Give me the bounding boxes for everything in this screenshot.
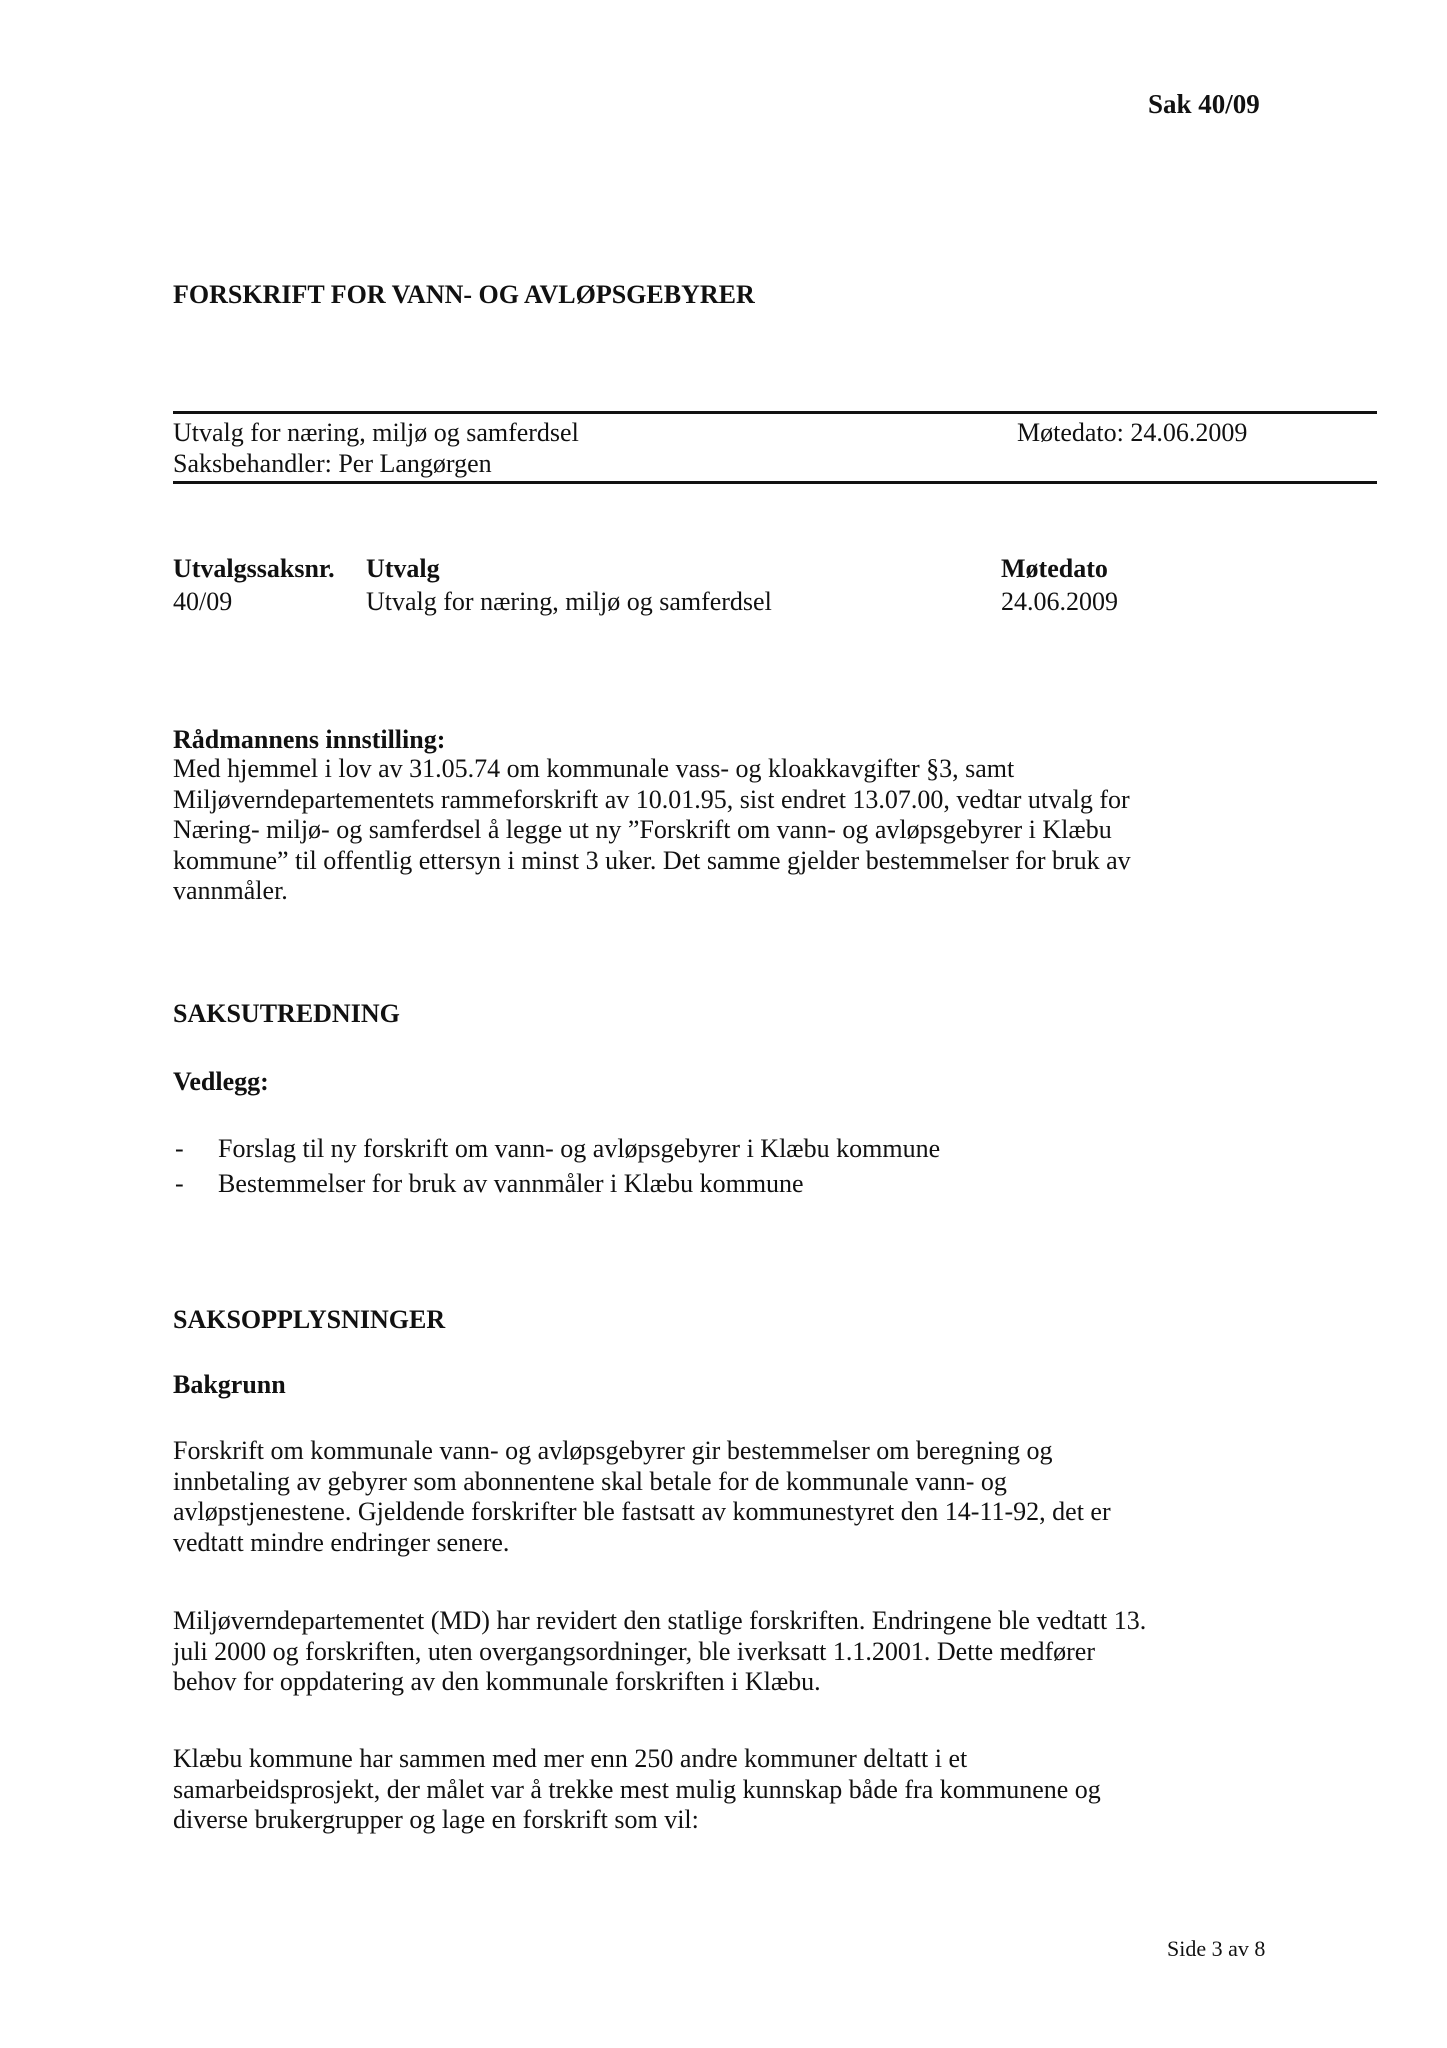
bottom-rule [173, 481, 1377, 484]
background-subheading: Bakgrunn [173, 1370, 286, 1399]
page-number: Side 3 av 8 [1167, 1936, 1266, 1961]
text-line: innbetaling av gebyrer som abonnentene skal betale for de kommunale vann- og [173, 1466, 1007, 1496]
background-paragraph-3 [173, 1744, 1303, 1836]
text-line: Næring- miljø- og samferdsel å legge ut ny ”Forskrift om vann- og avløpsgebyrer i Klæbu [173, 815, 1112, 844]
attachment-link[interactable]: Bestemmelser for bruk av vannmåler i Klæbu kommune [218, 1169, 804, 1198]
text-line: vannmåler. [173, 876, 288, 905]
text-line: behov for oppdatering av den kommunale forskriften i Klæbu. [173, 1667, 821, 1696]
text-line: Klæbu kommune har sammen med mer enn 250 andre kommuner deltatt i et [173, 1744, 968, 1773]
text-line: Med hjemmel i lov av 31.05.74 om kommunale vass- og kloakkavgifter §3, samt [173, 754, 1015, 783]
committee-name: Utvalg for næring, miljø og samferdsel [173, 418, 579, 447]
background-paragraph-2 [173, 1606, 1303, 1698]
saksopplysninger-heading: SAKSOPPLYSNINGER [173, 1305, 446, 1334]
case-reference: Sak 40/09 [1148, 89, 1260, 119]
text-line: vedtatt mindre endringer senere. [173, 1527, 510, 1557]
recommendation-heading: Rådmannens innstilling: [173, 725, 446, 754]
header-committee: Utvalg [366, 554, 440, 583]
text-line: kommune” til offentlig ettersyn i minst 3 uker. Det samme gjelder bestemmelser for bruk av [173, 845, 1131, 875]
header-case-number: Utvalgssaksnr. [173, 554, 335, 583]
bullet-dash: - [175, 1169, 184, 1198]
cell-meeting-date: 24.06.2009 [1001, 587, 1118, 616]
document-title: FORSKRIFT FOR VANN- OG AVLØPSGEBYRER [173, 280, 755, 309]
text-line: samarbeidsprosjekt, der målet var å trekke mest mulig kunnskap både fra kommunene og [173, 1774, 1101, 1804]
cell-committee: Utvalg for næring, miljø og samferdsel [366, 587, 772, 616]
bullet-dash: - [175, 1134, 184, 1163]
top-rule [173, 411, 1377, 414]
attachments-heading: Vedlegg: [173, 1067, 269, 1096]
text-line: juli 2000 og forskriften, uten overgangsordninger, ble iverksatt 1.1.2001. Dette medfører [173, 1636, 1095, 1666]
case-officer: Saksbehandler: Per Langørgen [173, 449, 492, 478]
text-line: Miljøverndepartementet (MD) har revidert den statlige forskriften. Endringene ble vedtatt 13. [173, 1606, 1147, 1635]
meeting-date: Møtedato: 24.06.2009 [1017, 418, 1248, 447]
text-line: avløpstjenestene. Gjeldende forskrifter ble fastsatt av kommunestyret den 14-11-92, det er [173, 1497, 1111, 1526]
background-paragraph-1 [173, 1436, 1303, 1558]
text-line: Forskrift om kommunale vann- og avløpsgebyrer gir bestemmelser om beregning og [173, 1436, 1053, 1465]
header-meeting-date: Møtedato [1001, 554, 1108, 583]
text-line: Miljøverndepartementets rammeforskrift av 10.01.95, sist endret 13.07.00, vedtar utvalg for [173, 784, 1130, 814]
attachment-link[interactable]: Forslag til ny forskrift om vann- og avløpsgebyrer i Klæbu kommune [218, 1134, 941, 1163]
saksutredning-heading: SAKSUTREDNING [173, 999, 400, 1028]
recommendation-text [173, 754, 1303, 907]
text-line: diverse brukergrupper og lage en forskrift som vil: [173, 1805, 699, 1834]
cell-case-number: 40/09 [173, 587, 233, 616]
